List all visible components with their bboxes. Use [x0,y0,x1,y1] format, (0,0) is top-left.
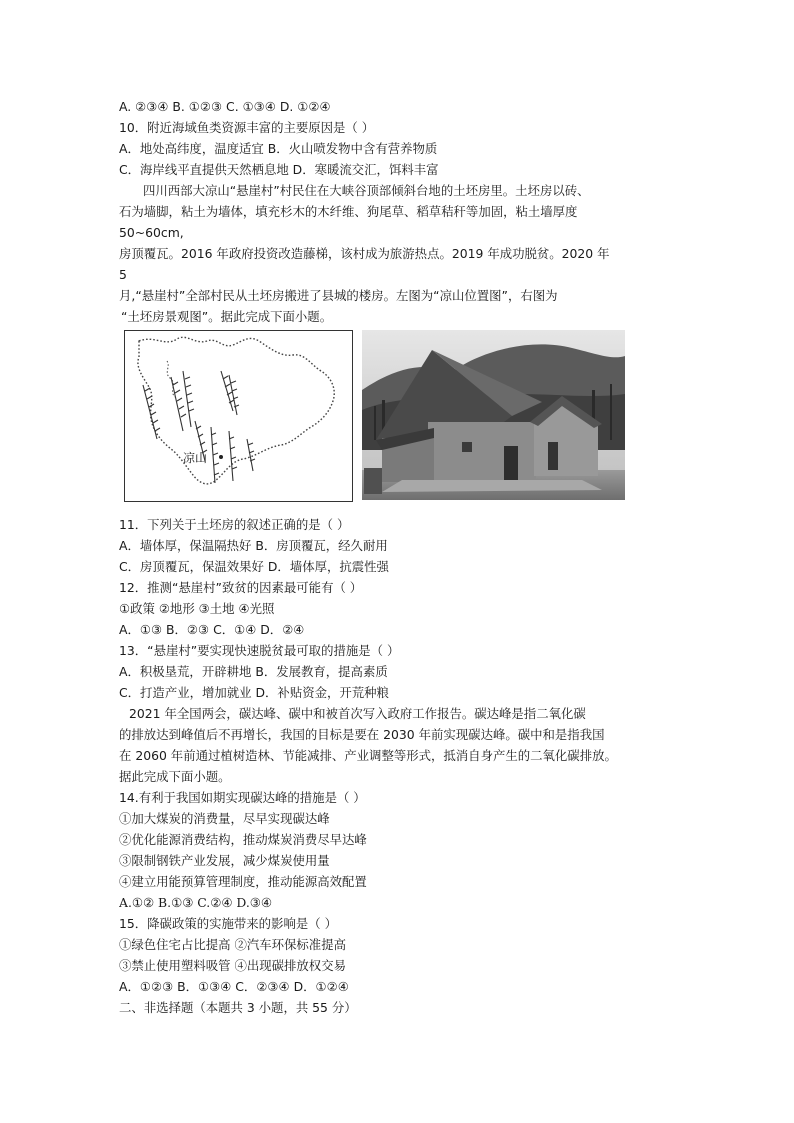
liangshan-location-map [124,330,353,502]
passage-line: 在 2060 年前通过植树造林、节能减排、产业调整等形式，抵消自身产生的二氧化碳排放。 [119,748,617,763]
question-11-options-cd: C．房顶覆瓦，保温效果好 D．墙体厚，抗震性强 [119,559,389,574]
question-13-options-ab: A．积极垦荒，开辟耕地 B．发展教育，提高素质 [119,664,388,679]
question-15-options: A．①②③ B．①③④ C．②③④ D．①②④ [119,979,349,994]
passage-line: “土坯房景观图”。据此完成下面小题。 [121,309,333,324]
passage-line: 据此完成下面小题。 [119,769,231,784]
question-12-options: A．①③ B．②③ C．①④ D．②④ [119,622,305,637]
question-10-options-cd: C．海岸线平直提供天然栖息地 D．寒暖流交汇，饵料丰富 [119,162,439,177]
section-heading-nonchoice: 二、非选择题（本题共 3 小题，共 55 分） [119,1000,357,1015]
question-14-item-1: ①加大煤炭的消费量，尽早实现碳达峰 [119,811,330,826]
question-15-items-34: ③禁止使用塑料吸管 ④出现碳排放权交易 [119,958,346,973]
passage-line: 2021 年全国两会，碳达峰、碳中和被首次写入政府工作报告。碳达峰是指二氧化碳 [129,706,586,721]
question-13-options-cd: C．打造产业，增加就业 D．补贴资金，开荒种粮 [119,685,389,700]
question-11-options-ab: A．墙体厚，保温隔热好 B．房顶覆瓦，经久耐用 [119,538,388,553]
question-14-item-2: ②优化能源消费结构，推动煤炭消费尽早达峰 [119,832,367,847]
question-14-options: A.①② B.①③ C.②④ D.③④ [119,895,273,910]
question-14-item-4: ④建立用能预算管理制度，推动能源高效配置 [119,874,367,889]
passage-line: 房顶覆瓦。2016 年政府投资改造藤梯，该村成为旅游热点。2019 年成功脱贫。2020 年 [119,246,610,261]
map-svg [125,331,351,500]
photo-svg [362,330,625,500]
question-11: 11．下列关于土坯房的叙述正确的是（ ） [119,517,350,532]
question-10: 10．附近海域鱼类资源丰富的主要原因是（ ） [119,120,375,135]
passage-line: 四川西部大凉山“悬崖村”村民住在大峡谷顶部倾斜台地的土坯房里。土坯房以砖、 [143,183,590,198]
mountain-ranges [143,371,255,483]
question-14: 14.有利于我国如期实现碳达峰的措施是（ ） [119,790,366,805]
question-block-mid [119,514,679,703]
question-10-options-ab: A．地处高纬度，温度适宜 B．火山喷发物中含有营养物质 [119,141,438,156]
passage-line: 的排放达到峰值后不再增长，我国的目标是要在 2030 年前实现碳达峰。碳中和是指我国 [119,727,605,742]
question-15: 15．降碳政策的实施带来的影响是（ ） [119,916,337,931]
adobe-house-photo [362,330,625,500]
question-13: 13．“悬崖村”要实现快速脱贫最可取的措施是（ ） [119,643,400,658]
question-block-top [119,96,679,180]
passage-carbon-peak [119,703,679,787]
exam-page [119,96,679,1018]
passage-line: 5 [119,267,127,282]
passage-cliff-village [119,180,679,327]
answer-options-q9: A. ②③④ B. ①②③ C. ①③④ D. ①②④ [119,99,331,114]
question-14-item-3: ③限制钢铁产业发展，减少煤炭使用量 [119,853,330,868]
question-12-items: ①政策 ②地形 ③土地 ④光照 [119,601,275,616]
question-block-bottom [119,787,679,1018]
passage-line: 50~60cm, [119,225,184,240]
map-label-liangshan: 凉山 [183,451,208,465]
passage-line: 石为墙脚，粘土为墙体，填充杉木的木纤维、狗尾草、稻草秸秆等加固，粘土墙厚度 [119,204,578,219]
figure-row [119,330,679,508]
passage-line: 月,“悬崖村”全部村民从土坯房搬进了县城的楼房。左图为“凉山位置图”，右图为 [119,288,558,303]
question-12: 12．推测“悬崖村”致贫的因素最可能有（ ） [119,580,363,595]
question-15-items-12: ①绿色住宅占比提高 ②汽车环保标准提高 [119,937,346,952]
